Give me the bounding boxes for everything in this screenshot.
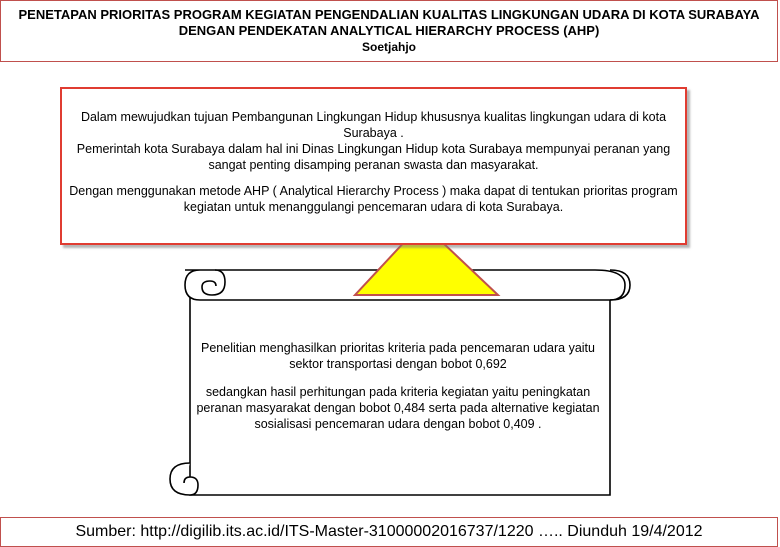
page-title: PENETAPAN PRIORITAS PROGRAM KEGIATAN PENGENDALIAN KUALITAS LINGKUNGAN UDARA DI KOTA SURABAYA DENGAN PENDEKATAN ANALYTICAL HIERARCHY PROCESS (AHP) — [18, 7, 760, 38]
intro-box — [60, 87, 687, 245]
intro-paragraph-2: Pemerintah kota Surabaya dalam hal ini Dinas Lingkungan Hidup kota Surabaya mempunyai peranan yang sangat penting disamping peranan swasta dan masyarakat. — [76, 142, 671, 172]
result-paragraph-2: sedangkan hasil perhitungan pada kriteria kegiatan yaitu peningkatan peranan masyarakat dengan bobot 0,484 serta pada alternative kegiatan sosialisasi pencemaran udara dengan bobot 0,409 . — [196, 385, 600, 431]
result-paragraph-1: Penelitian menghasilkan prioritas kriteria pada pencemaran udara yaitu sektor transportasi dengan bobot 0,692 — [201, 341, 595, 371]
source-citation: Sumber: http://digilib.its.ac.id/ITS-Master-31000002016737/1220 ….. Diunduh 19/4/2012 — [75, 523, 703, 540]
intro-paragraph-1: Dalam mewujudkan tujuan Pembangunan Lingkungan Hidup khususnya kualitas lingkungan udara di kota Surabaya . — [80, 110, 667, 140]
intro-paragraph-3: Dengan menggunakan metode AHP ( Analytical Hierarchy Process ) maka dapat di tentukan prioritas program kegiatan untuk menanggulangi pencemaran udara di kota Surabaya. — [69, 184, 678, 214]
header-frame — [0, 0, 778, 62]
author-name: Soetjahjo — [361, 40, 416, 54]
footer-frame — [0, 517, 778, 547]
result-text — [196, 340, 600, 432]
